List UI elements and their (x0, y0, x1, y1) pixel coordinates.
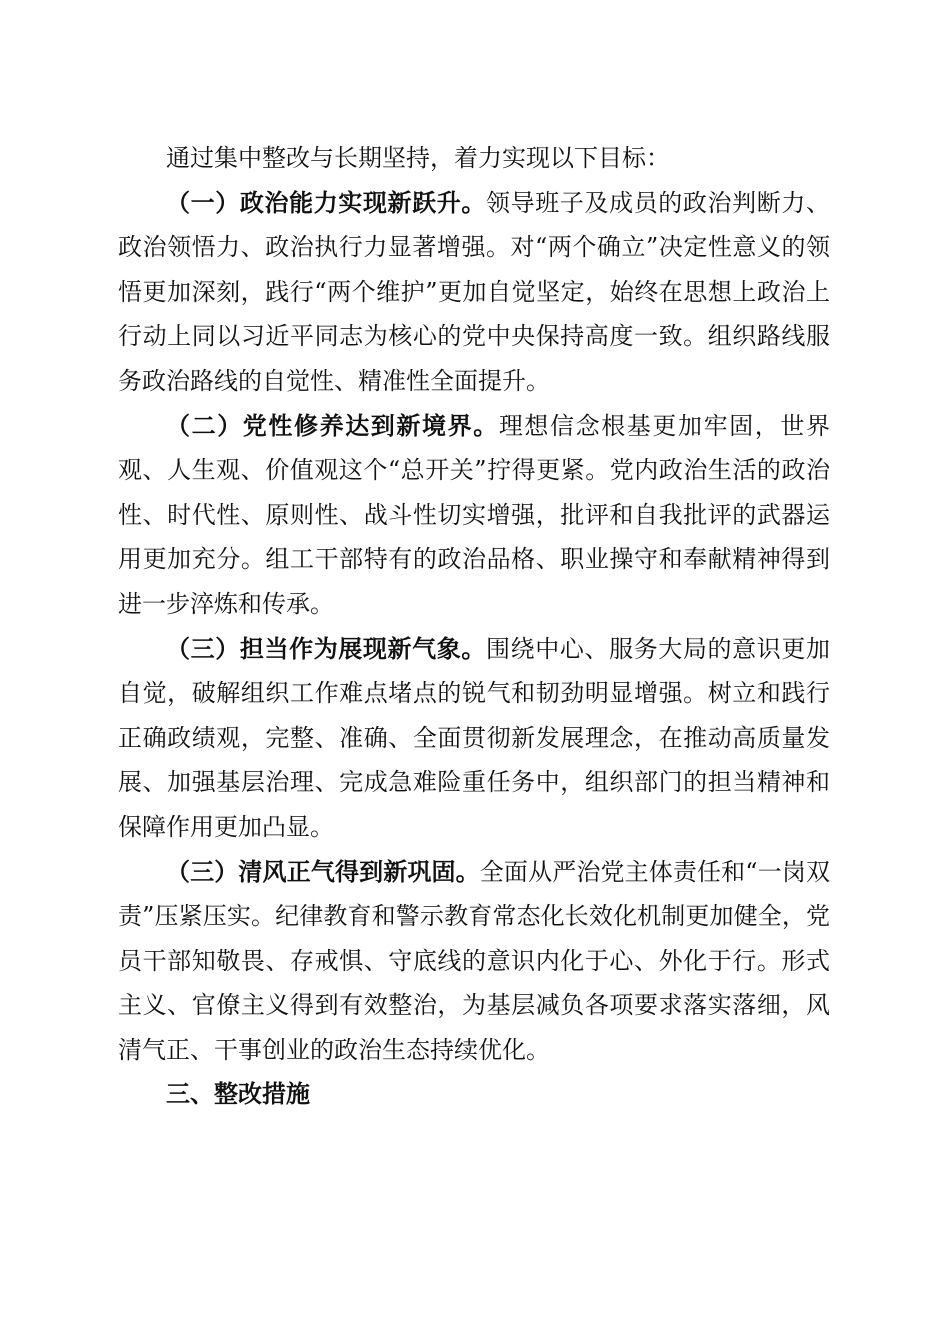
section-heading: 三、整改措施 (166, 1080, 310, 1109)
document-page (118, 136, 830, 1117)
intro-paragraph: 通过集中整改与长期坚持，着力实现以下目标： (166, 144, 670, 172)
goal-title-1: （一）政治能力实现新跃升。 (166, 187, 486, 217)
goal-body-2: 理想信念根基更加牢固，世界观、人生观、价值观这个“总开关”拧得更紧。党内政治生活的政治性、时代性、原则性、战斗性切实增强，批评和自我批评的武器运用更加充分。组工干部特有的政治品格、职业操守和奉献精神得到进一步淬炼和传承。 (118, 411, 831, 618)
goal-paragraph-1 (118, 181, 830, 404)
goal-paragraph-2 (118, 404, 830, 627)
goal-title-2: （二）党性修养达到新境界。 (166, 410, 499, 440)
goal-title-3: （三）担当作为展现新气象。 (166, 633, 486, 663)
goal-body-3: 围绕中心、服务大局的意识更加自觉，破解组织工作难点堵点的锐气和韧劲明显增强。树立和践行正确政绩观，完整、准确、全面贯彻新发展理念，在推动高质量发展、加强基层治理、完成急难险重任务中，组织部门的担当精神和保障作用更加凸显。 (118, 634, 830, 841)
goal-body-4: 全面从严治党主体责任和“一岗双责”压紧压实。纪律教育和警示教育常态化长效化机制更加健全，党员干部知敬畏、存戒惧、守底线的意识内化于心、外化于行。形式主义、官僚主义得到有效整治，为基层减负各项要求落实落细，风清气正、干事创业的政治生态持续优化。 (118, 857, 830, 1064)
goal-paragraph-3 (118, 627, 830, 850)
goal-body-1: 领导班子及成员的政治判断力、政治领悟力、政治执行力显著增强。对“两个确立”决定性意义的领悟更加深刻，践行“两个维护”更加自觉坚定，始终在思想上政治上行动上同以习近平同志为核心的党中央保持高度一致。组织路线服务政治路线的自觉性、精准性全面提升。 (118, 188, 830, 395)
goal-title-4: （三）清风正气得到新巩固。 (166, 856, 480, 886)
goal-paragraph-4 (118, 850, 830, 1073)
